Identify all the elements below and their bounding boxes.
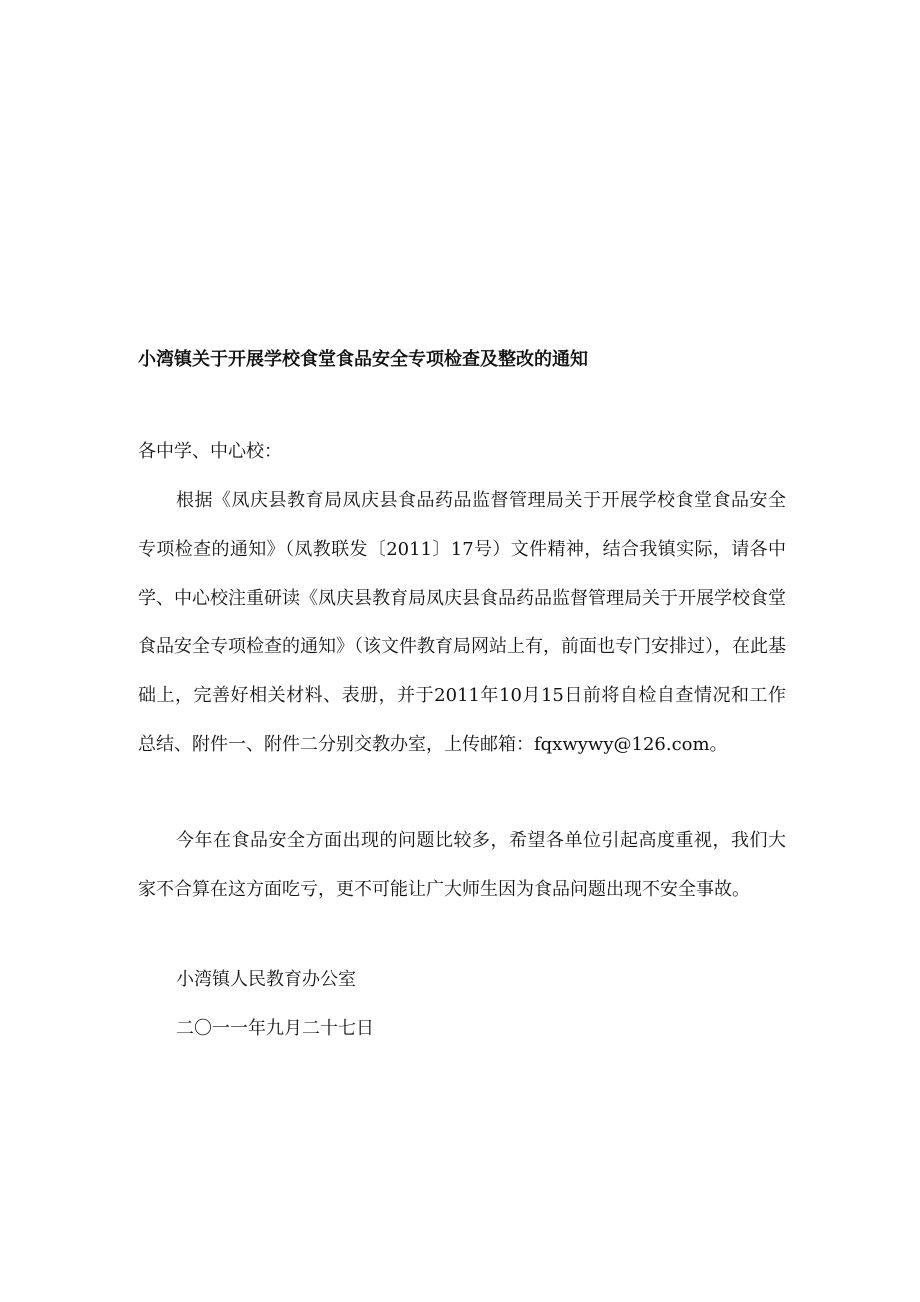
body-paragraph-2: 今年在食品安全方面出现的问题比较多，希望各单位引起高度重视，我们大家不合算在这方面吃亏，更不可能让广大师生因为食品问题出现不安全事故。 [138, 830, 786, 900]
signature-date: 二〇一一年九月二十七日 [176, 1018, 374, 1039]
document-title: 小湾镇关于开展学校食堂食品安全专项检查及整改的通知 [138, 349, 588, 370]
signature-organization: 小湾镇人民教育办公室 [176, 969, 356, 990]
body-paragraph-1: 根据《凤庆县教育局凤庆县食品药品监督管理局关于开展学校食堂食品安全专项检查的通知》（凤教联发〔2011〕17号）文件精神，结合我镇实际，请各中学、中心校注重研读《凤庆县教育局凤庆县食品药品监督管理局关于开展学校食堂食品安全专项检查的通知》（该文件教育局网站上有，前面也专门安排过），在此基础上，完善好相关材料、表册，并于2011年10月15日前将自检自查情况和工作总结、附件一、附件二分别交教办室，上传邮箱：fqxwywy@126.com。 [138, 490, 786, 755]
salutation: 各中学、中心校： [138, 441, 282, 462]
